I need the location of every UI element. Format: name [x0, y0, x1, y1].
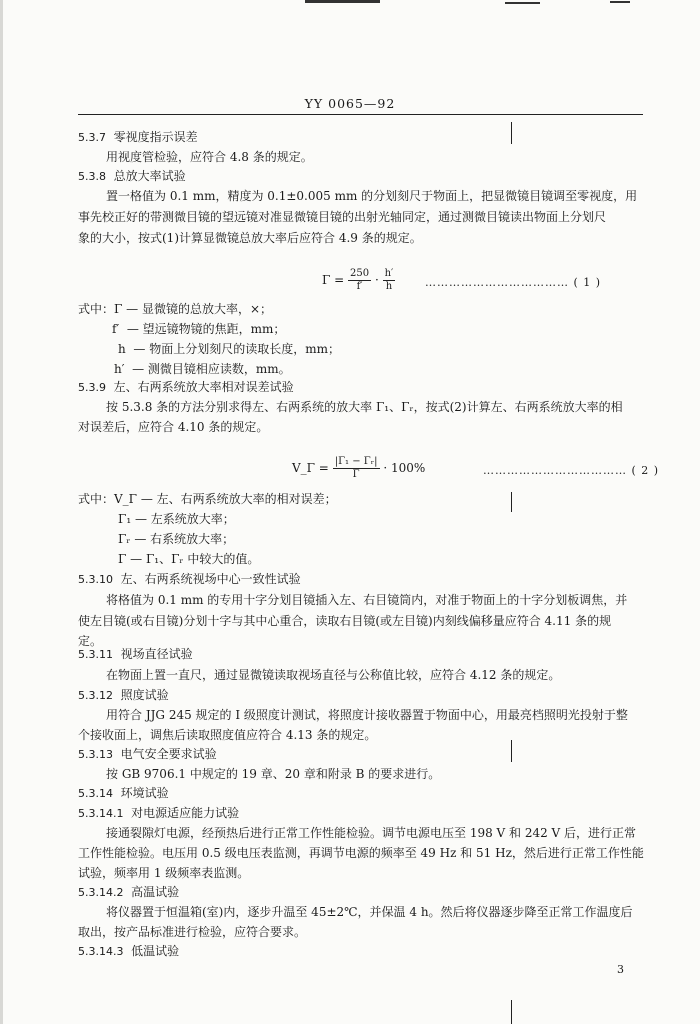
paragraph: 将仪器置于恒温箱(室)内，逐步升温至 45±2℃，并保温 4 h。然后将仪器逐步降至正常工作温度后 — [106, 905, 633, 919]
header-rule — [78, 114, 643, 115]
variable-definition: h — 物面上分划刻尺的读取长度，mm； — [118, 342, 340, 356]
section-heading: 5.3.13 电气安全要求试验 — [78, 747, 217, 761]
standard-code-header: YY 0065—92 — [304, 96, 396, 111]
section-heading: 5.3.12 照度试验 — [78, 688, 169, 702]
section-heading: 5.3.14.3 低温试验 — [78, 944, 180, 958]
paragraph: 对误差后，应符合 4.10 条的规定。 — [78, 420, 269, 434]
paragraph: 在物面上置一直尺，通过显微镜读取视场直径与公称值比较，应符合 4.12 条的规定。 — [106, 668, 561, 682]
scan-artifact — [305, 0, 380, 3]
paragraph: 象的大小，按式(1)计算显微镜总放大率后应符合 4.9 条的规定。 — [78, 231, 422, 245]
formula-1: Γ = $\frac{250}{f'}$ · $\frac{h'}{h}$ — [322, 268, 394, 292]
paragraph: 接通裂隙灯电源，经预热后进行正常工作性能检验。调节电源电压至 198 V 和 242 V 后，进行正常 — [106, 826, 637, 840]
paragraph: 工作性能检验。电压用 0.5 级电压表监测，再调节电源的频率至 49 Hz 和 51 Hz，然后进行正常工作性能 — [78, 846, 644, 860]
paragraph: 用符合 JJG 245 规定的 Ⅰ 级照度计测试，将照度计接收器置于物面中心，用最亮档照明光投射于整 — [106, 708, 628, 722]
paragraph: 将格值为 0.1 mm 的专用十字分划目镜插入左、右目镜筒内，对准于物面上的十字分划板调焦，并 — [106, 593, 628, 607]
scan-artifact — [505, 2, 540, 4]
change-bar — [511, 1000, 512, 1024]
change-bar — [511, 492, 512, 512]
variable-definition: h′ — 测微目镜相应读数，mm。 — [114, 362, 291, 376]
section-heading: 5.3.14.1 对电源适应能力试验 — [78, 806, 240, 820]
equation-number-1: ……………………………… ( 1 ) — [425, 276, 602, 289]
variable-definition: Γ — Γ₁、Γᵣ 中较大的值。 — [118, 552, 260, 566]
paragraph: 使左目镜(或右目镜)分划十字与其中心重合，读取右目镜(或左目镜)内刻线偏移量应符合 4.11 条的规 — [78, 614, 612, 628]
section-heading: 5.3.10 左、右两系统视场中心一致性试验 — [78, 572, 301, 586]
variable-definition: f′ — 望远镜物镜的焦距，mm； — [112, 322, 286, 336]
paragraph: 用视度管检验，应符合 4.8 条的规定。 — [106, 150, 313, 164]
section-heading: 5.3.14 环境试验 — [78, 786, 169, 800]
section-heading: 5.3.8 总放大率试验 — [78, 169, 186, 183]
variable-definition: 式中：Γ — 显微镜的总放大率，×； — [78, 302, 273, 316]
section-heading: 5.3.14.2 高温试验 — [78, 885, 180, 899]
paragraph: 事先校正好的带测微目镜的望远镜对准显微镜目镜的出射光轴同定，通过测微目镜读出物面上分划尺 — [78, 210, 607, 224]
paragraph: 按 GB 9706.1 中规定的 19 章、20 章和附录 B 的要求进行。 — [106, 767, 441, 781]
formula-2: V_Γ = $\frac{\text{|Γ₁ − Γᵣ|}}{\Gamma}$ · 100% — [292, 456, 426, 480]
change-bar — [511, 740, 512, 762]
paragraph: 按 5.3.8 条的方法分别求得左、右两系统的放大率 Γ₁、Γᵣ，按式(2)计算左、右两系统放大率的相 — [106, 400, 623, 414]
page-number: 3 — [617, 963, 624, 976]
variable-definition: 式中：V_Γ — 左、右两系统放大率的相对误差； — [78, 492, 337, 506]
section-heading: 5.3.11 视场直径试验 — [78, 647, 193, 661]
paragraph: 取出，按产品标准进行检验，应符合要求。 — [78, 925, 307, 939]
change-bar — [511, 122, 512, 144]
paragraph: 试验，频率用 1 级频率表监测。 — [78, 866, 250, 880]
section-heading: 5.3.7 零视度指示误差 — [78, 130, 198, 144]
variable-definition: Γᵣ — 右系统放大率； — [118, 532, 235, 546]
paragraph: 定。 — [78, 634, 103, 648]
variable-definition: Γ₁ — 左系统放大率； — [118, 512, 235, 526]
paragraph: 置一格值为 0.1 mm，精度为 0.1±0.005 mm 的分划刻尺于物面上，把显微镜目镜调至零视度，用 — [106, 189, 638, 203]
equation-number-2: ……………………………… ( 2 ) — [483, 464, 660, 477]
section-heading: 5.3.9 左、右两系统放大率相对误差试验 — [78, 380, 294, 394]
scan-artifact — [0, 0, 3, 1024]
paragraph: 个接收面上，调焦后读取照度值应符合 4.13 条的规定。 — [78, 728, 377, 742]
scan-artifact — [610, 1, 630, 3]
